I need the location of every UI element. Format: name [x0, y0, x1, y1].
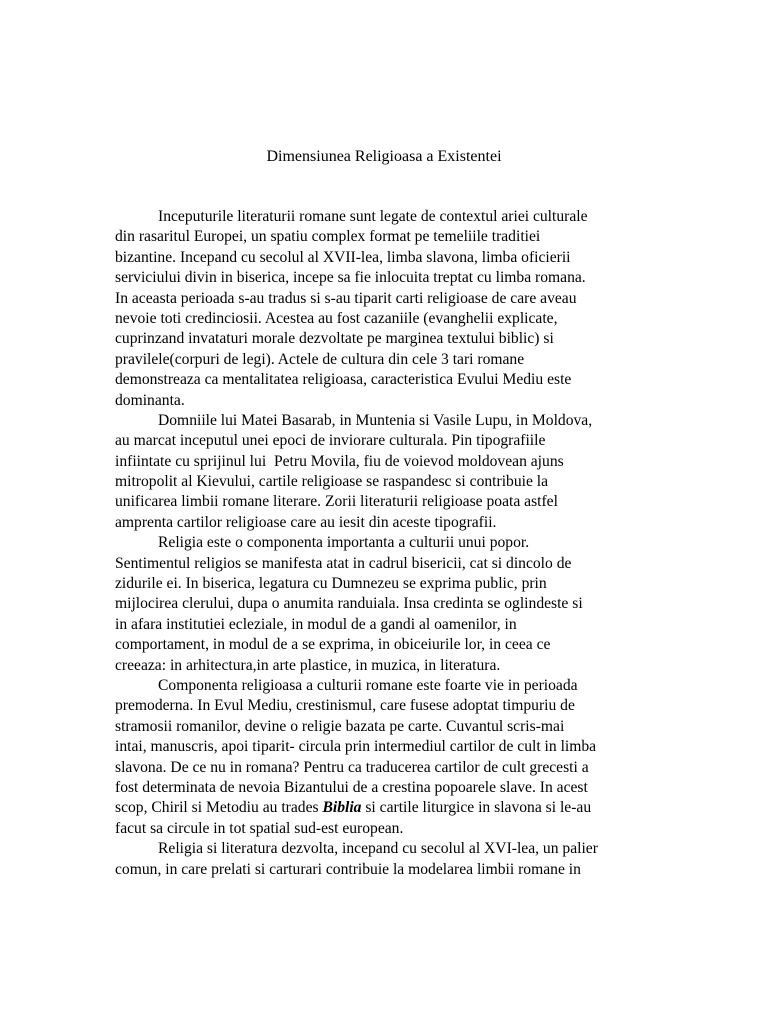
text-line-biblia — [115, 798, 655, 818]
text-line: serviciului divin in biserica, incepe sa fie inlocuita treptat cu limba romana. — [115, 269, 586, 287]
text-line: pravilele(corpuri de legi). Actele de cultura din cele 3 tari romane — [115, 350, 525, 368]
text-line: Componenta religioasa a culturii romane este foarte vie in perioada — [158, 676, 578, 694]
text-line: stramosii romanilor, devine o religie bazata pe carte. Cuvantul scris-mai — [115, 717, 565, 735]
text-line: au marcat inceputul unei epoci de inviorare culturala. Pin tipografiile — [115, 432, 546, 450]
text-line: premoderna. In Evul Mediu, crestinismul, care fusese adoptat timpuriu de — [115, 697, 575, 715]
text-line: comun, in care prelati si carturari contribuie la modelarea limbii romane in — [115, 860, 581, 878]
paragraph-2 — [115, 411, 655, 533]
paragraph-5 — [115, 839, 655, 880]
text-line: dominanta. — [115, 391, 185, 409]
paragraph-1 — [115, 207, 655, 411]
text-line: comportament, in modul de a se exprima, in obiceiurile lor, in ceea ce — [115, 636, 551, 654]
text-line: In aceasta perioada s-au tradus si s-au tiparit carti religioase de care aveau — [115, 289, 577, 307]
text-line: intai, manuscris, apoi tiparit- circula prin intermediul cartilor de cult in limba — [115, 738, 597, 756]
text-line: Religia este o componenta importanta a culturii unui popor. — [158, 534, 530, 552]
document-title: Dimensiunea Religioasa a Existentei — [266, 148, 502, 165]
emphasis-biblia: Biblia — [322, 799, 362, 817]
text-line: fost determinata de nevoia Bizantului de a crestina popoarele slave. In acest — [115, 778, 588, 796]
text-line: slavona. De ce nu in romana? Pentru ca traducerea cartilor de cult grecesti a — [115, 758, 589, 776]
paragraph-3 — [115, 533, 655, 676]
text-segment: si cartile liturgice in slavona si le-au — [361, 799, 592, 817]
text-line: zidurile ei. In biserica, legatura cu Dumnezeu se exprima public, prin — [115, 575, 547, 593]
text-line: Religia si literatura dezvolta, incepand cu secolul al XVI-lea, un palier — [158, 840, 598, 858]
text-line: facut sa circule in tot spatial sud-est european. — [115, 819, 404, 837]
paragraph-4 — [115, 676, 655, 839]
text-line: cuprinzand invataturi morale dezvoltate pe marginea textului biblic) si — [115, 330, 554, 348]
text-line: bizantine. Incepand cu secolul al XVII-lea, limba slavona, limba oficierii — [115, 248, 571, 266]
text-line: unificarea limbii romane literare. Zorii literaturii religioase poata astfel — [115, 493, 558, 511]
text-line: mijlocirea clerului, dupa o anumita randuiala. Insa credinta se oglindeste si — [115, 595, 583, 613]
text-line: demonstreaza ca mentalitatea religioasa, caracteristica Evului Mediu este — [115, 371, 572, 389]
text-line: Domniile lui Matei Basarab, in Muntenia si Vasile Lupu, in Moldova, — [158, 411, 593, 429]
document-body — [115, 207, 655, 880]
text-line: infiintate cu sprijinul lui Petru Movila, fiu de voievod moldovean ajuns — [115, 452, 564, 470]
text-line: amprenta cartilor religioase care au iesit din aceste tipografii. — [115, 513, 497, 531]
text-line: Inceputurile literaturii romane sunt legate de contextul ariei culturale — [158, 208, 588, 225]
text-line: Sentimentul religios se manifesta atat in cadrul bisericii, cat si dincolo de — [115, 554, 572, 572]
text-line: nevoie toti credinciosii. Acestea au fost cazaniile (evanghelii explicate, — [115, 309, 558, 327]
text-segment: scop, Chiril si Metodiu au trades — [115, 799, 323, 817]
text-line: in afara institutiei ecleziale, in modul de a gandi al oamenilor, in — [115, 615, 517, 633]
text-line: creeaza: in arhitectura,in arte plastice, in muzica, in literatura. — [115, 656, 501, 674]
text-line: din rasaritul Europei, un spatiu complex format pe temeliile traditiei — [115, 228, 541, 246]
text-line: mitropolit al Kievului, cartile religioase se raspandesc si contribuie la — [115, 473, 549, 491]
